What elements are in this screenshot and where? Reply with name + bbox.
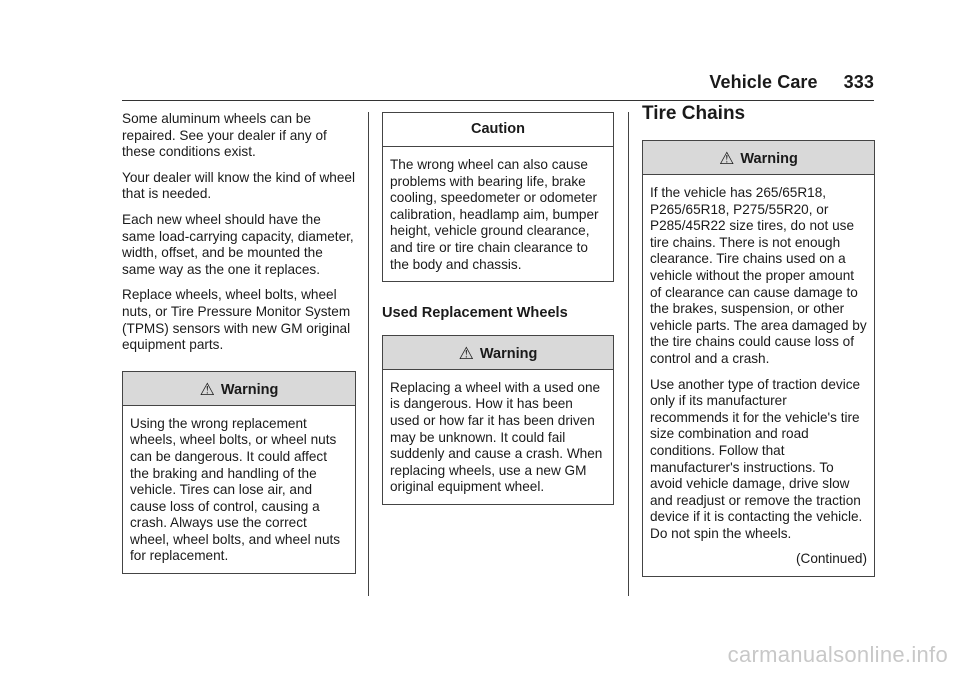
page-header [709, 72, 874, 93]
paragraph: Your dealer will know the kind of wheel that is needed. [122, 169, 355, 202]
column-divider-2 [628, 112, 629, 596]
column-divider-1 [368, 112, 369, 596]
header-rule [122, 100, 874, 101]
continued-note: (Continued) [795, 551, 867, 567]
section-heading: Used Replacement Wheels [382, 305, 568, 322]
warning-icon: ⚠ [458, 343, 474, 363]
column-3 [642, 103, 875, 577]
paragraph: Some aluminum wheels can be repaired. See your dealer if any of these conditions exist. [122, 111, 327, 160]
warning-text: Use another type of traction device only if its manufacturer recommends it for the vehicle's tire size combination and road conditions. Follow that manufacturer's instructions. To avoid vehicle damage, drive slow and readjust or remove the traction device if it is contacting the vehicle. Do not spin the wheels. [650, 376, 863, 541]
warning-header [383, 336, 613, 370]
warning-box [642, 140, 875, 577]
paragraph: Replace wheels, wheel bolts, wheel nuts, or Tire Pressure Monitor System (TPMS) sensors with new GM original equipment parts. [122, 287, 351, 353]
warning-header [643, 141, 874, 175]
caution-header [383, 113, 613, 147]
warning-box [122, 371, 356, 574]
column-2 [382, 112, 614, 505]
caution-text: The wrong wheel can also cause problems with bearing life, brake cooling, speedometer or odometer calibration, headlamp aim, bumper height, vehicle ground clearance, and tire or tire chain clearance to the body and chassis. [390, 157, 599, 272]
caution-title: Caution [471, 121, 525, 137]
column-1 [122, 111, 356, 574]
paragraph: Each new wheel should have the same load-carrying capacity, diameter, width, offset, and be mounted the same way as the one it replaces. [122, 211, 354, 277]
warning-icon: ⚠ [719, 149, 735, 168]
warning-body [123, 406, 355, 573]
section-title: Vehicle Care [709, 72, 818, 92]
page-number: 333 [843, 72, 874, 92]
warning-text: Using the wrong replacement wheels, wheel bolts, or wheel nuts can be dangerous. It could affect the braking and handling of the vehicle. Tires can lose air, and cause loss of control, causing a crash. Always use the correct wheel, wheel bolts, and wheel nuts for replacement. [130, 415, 341, 564]
warning-title: Warning [479, 345, 538, 362]
warning-text: Replacing a wheel with a used one is dangerous. How it has been used or how far it has been driven may be unknown. It could fail suddenly and cause a crash. When replacing wheels, use a new GM original equipment wheel. [390, 379, 603, 495]
caution-box [382, 112, 614, 282]
warning-text: If the vehicle has 265/65R18, P265/65R18, P275/55R20, or P285/45R22 size tires, do not use tire chains. There is not enough clearance. Tire chains used on a vehicle without the proper amount of clearance can cause damage to the brakes, suspension, or other vehicle parts. The area damaged by the tire chains could cause loss of control and a crash. [650, 185, 867, 366]
warning-title: Warning [220, 381, 279, 398]
section-heading: Tire Chains [642, 103, 746, 124]
watermark: carmanualsonline.info [727, 642, 948, 667]
warning-icon: ⚠ [199, 379, 215, 399]
warning-box [382, 335, 614, 505]
caution-body [383, 147, 613, 281]
warning-header [123, 372, 355, 406]
warning-title: Warning [740, 151, 798, 167]
warning-body [383, 370, 613, 504]
warning-body [643, 175, 874, 576]
